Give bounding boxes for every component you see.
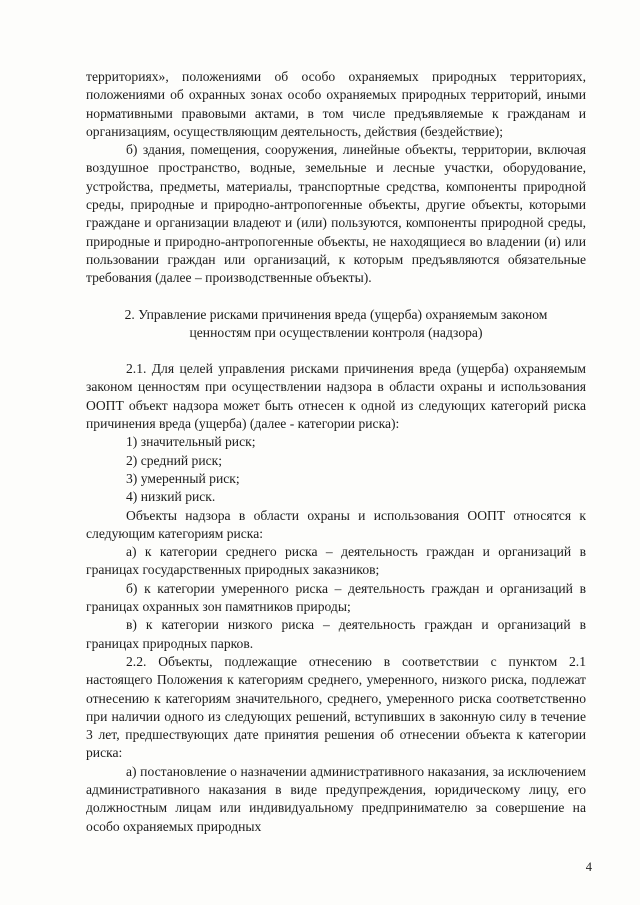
paragraph-category-b: б) к категории умеренного риска – деятельность граждан и организаций в границах охранных зон памятников природы; [86, 580, 586, 615]
list-item-moderate-risk: 3) умеренный риск; [126, 470, 240, 486]
paragraph-2-2: 2.2. Объекты, подлежащие отнесению в соответствии с пунктом 2.1 настоящего Положения к категориям среднего, умеренного, низкого риска, подлежат отнесению к категориям значительного, среднего, умеренного риска соответственно при наличии одного из следующих решений, вступивших в законную силу в течение 3 лет, предшествующих дате принятия решения об отнесении объекта к категории риска: [86, 653, 586, 761]
paragraph-2-2-a: а) постановление о назначении административного наказания, за исключением административного наказания в виде предупреждения, юридическому лицу, его должностным лицам или индивидуальному предпринимателю за совершение на особо охраняемых природных [86, 763, 586, 834]
paragraph-2-1: 2.1. Для целей управления рисками причинения вреда (ущерба) охраняемым законом ценностям при осуществлении надзора в области охраны и использования ООПТ объект надзора может быть отнесен к одной из следующих категорий риска причинения вреда (ущерба) (далее - категории риска): [86, 361, 586, 432]
paragraph-continuation: территориях», положениями об особо охраняемых природных территориях, положениями об охранных зонах особо охраняемых природных территорий, иными нормативными правовыми актами, в том числе предъявляемые к гражданам и организациям, осуществляющим деятельность, действия (бездействие); [86, 69, 586, 139]
section-heading: 2. Управление рисками причинения вреда (ущерба) охраняемым законом ценностям при осуществлении контроля (надзора) [124, 306, 548, 340]
paragraph-categories-intro: Объекты надзора в области охраны и использования ООПТ относятся к следующим категориям риска: [86, 507, 586, 541]
list-item-significant-risk: 1) значительный риск; [126, 434, 256, 450]
list-item-low-risk: 4) низкий риск. [126, 489, 216, 505]
paragraph-b-objects: б) здания, помещения, сооружения, линейные объекты, территории, включая воздушное пространство, водные, земельные и лесные участки, оборудование, устройства, предметы, материалы, транспортные средства, компоненты природной среды, природные и природно-антропогенные объекты, другие объекты, которыми граждане и организации владеют и (или) пользуются, компоненты природной среды, природные и природно-антропогенные объекты, не находящиеся во владении (и) или пользовании граждан или организаций, к которым предъявляются обязательные требования (далее – производственные объекты). [86, 142, 586, 286]
paragraph-category-a: а) к категории среднего риска – деятельность граждан и организаций в границах государственных природных заказников; [86, 544, 586, 578]
paragraph-category-c: в) к категории низкого риска – деятельность граждан и организаций в границах природных парков. [86, 617, 586, 651]
page-number: 4 [585, 860, 592, 874]
list-item-medium-risk: 2) средний риск; [126, 452, 223, 468]
document-body [86, 68, 586, 836]
